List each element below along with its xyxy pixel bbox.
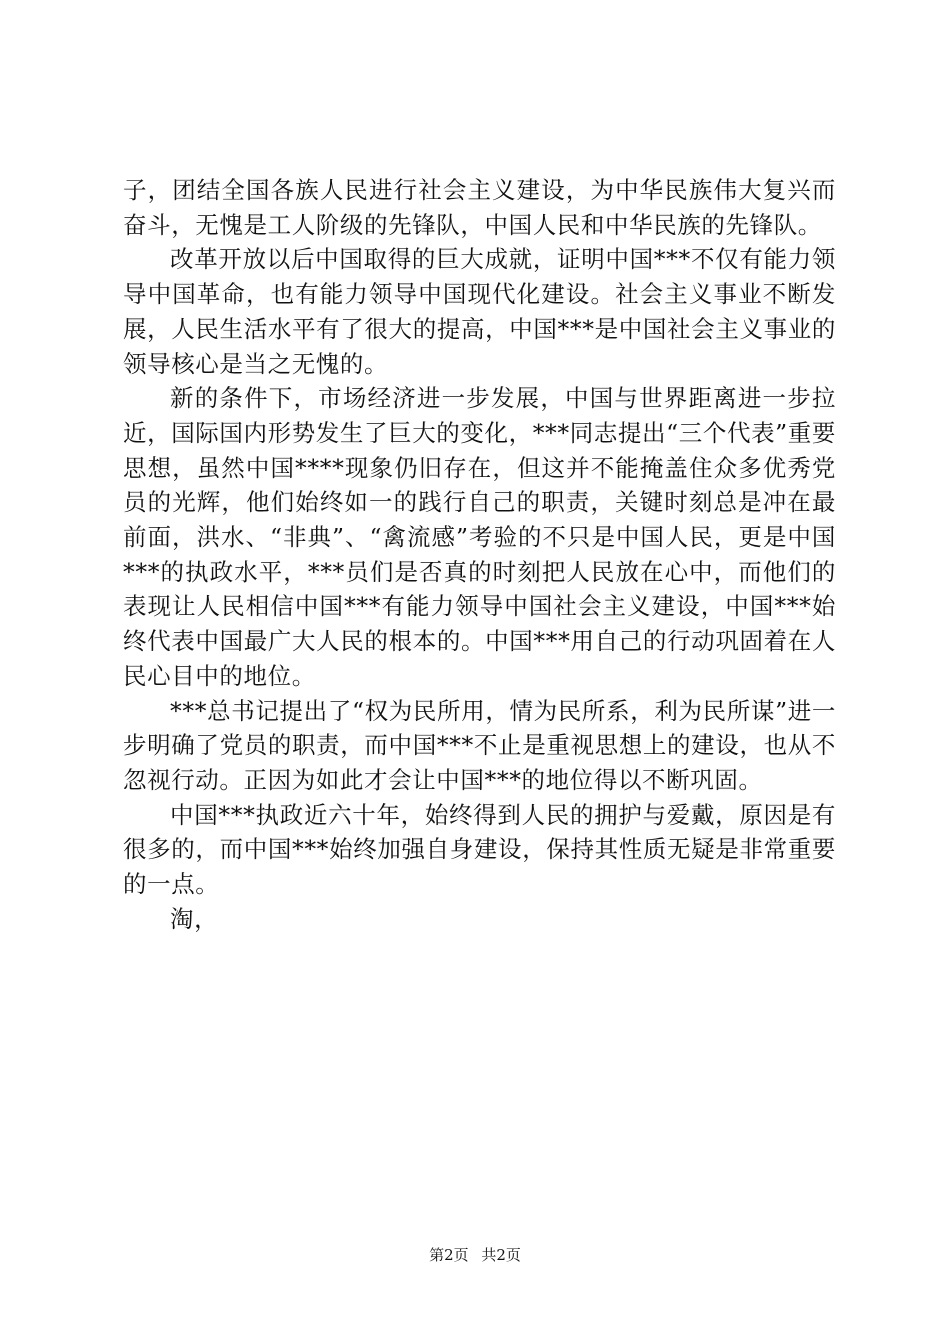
paragraph-continued: 子，团结全国各族人民进行社会主义建设，为中华民族伟大复兴而奋斗，无愧是工人阶级的先锋队，中国人民和中华民族的先锋队。 (123, 176, 836, 239)
paragraph-general-secretary: ***总书记提出了“权为民所用，情为民所系，利为民所谋”进一步明确了党员的职责，而中国***不止是重视思想上的建设，也从不忽视行动。正因为如此才会让中国***的地位得以不断巩固。 (123, 696, 836, 794)
page-total: 共2页 (481, 1246, 521, 1264)
paragraph-reform: 改革开放以后中国取得的巨大成就，证明中国***不仅有能力领导中国革命，也有能力领导中国现代化建设。社会主义事业不断发展，人民生活水平有了很大的提高，中国***是中国社会主义事业的领导核心是当之无愧的。 (123, 245, 836, 378)
paragraph-sixty-years: 中国***执政近六十年，始终得到人民的拥护与爱戴，原因是有很多的，而中国***始终加强自身建设，保持其性质无疑是非常重要的一点。 (123, 800, 836, 899)
document-body (123, 173, 836, 936)
page-number: 第2页 (429, 1246, 469, 1264)
paragraph-fragment: 淘， (170, 904, 219, 933)
page-footer (0, 1244, 950, 1266)
paragraph-new-conditions: 新的条件下，市场经济进一步发展，中国与世界距离进一步拉近，国际国内形势发生了巨大的变化，***同志提出“三个代表”重要思想，虽然中国****现象仍旧存在，但这并不能掩盖住众多优秀党员的光辉，他们始终如一的践行自己的职责，关键时刻总是冲在最前面，洪水、“非典”、“禽流感”考验的不只是中国人民，更是中国***的执政水平，***员们是否真的时刻把人民放在心中，而他们的表现让人民相信中国***有能力领导中国社会主义建设，中国***始终代表中国最广大人民的根本的。中国***用自己的行动巩固着在人民心目中的地位。 (123, 384, 836, 690)
